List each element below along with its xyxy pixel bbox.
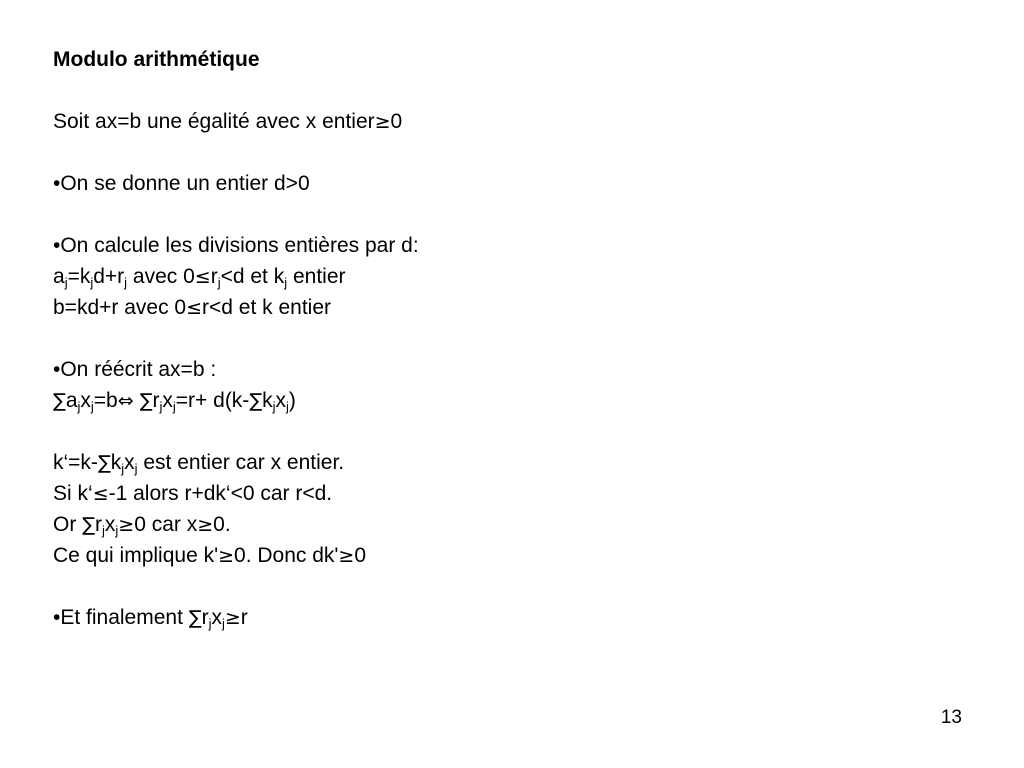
spacer — [53, 137, 953, 168]
line-or: Or $\sum r_jx_j\ge 0$ car x≥0. — [53, 513, 231, 538]
line-conclusion: Ce qui implique k'≥0. Donc dk'≥0 — [53, 544, 367, 567]
spacer — [53, 571, 953, 602]
bullet-rewrite: •On réécrit ax=b : — [53, 358, 217, 381]
bullet-final: •Et finalement $\sum r_jx_j\ge r$ — [53, 606, 248, 631]
spacer — [53, 416, 953, 447]
equation-aj: $a_j=k_jd+r_j$ avec $0\le r_j<d$ et $k_j$ entier — [53, 265, 346, 290]
spacer — [53, 199, 953, 230]
equation-sum: $\sum a_jx_j=b\Leftrightarrow$ $\sum r_jx_j=r+ d(k-\sum k_jx_j)$ — [53, 389, 296, 414]
page-number: 13 — [940, 707, 962, 728]
slide-content — [53, 44, 953, 633]
bullet-divisor: •On se donne un entier d>0 — [53, 172, 310, 195]
ge-symbol: ≥ — [374, 111, 391, 133]
spacer — [53, 75, 953, 106]
bullet-divisions: •On calcule les divisions entières par d: — [53, 234, 419, 257]
intro-line: Soit ax=b une égalité avec x entier≥0 — [53, 110, 403, 133]
line-si: Si k‘≤-1 alors r+dk‘<0 car r<d. — [53, 482, 333, 505]
line-kprime: $k‘=k-\sum k_jx_j$ est entier car x entier. — [53, 451, 345, 476]
slide-title: Modulo arithmétique — [53, 48, 260, 71]
equation-b: b=kd+r avec 0≤r<d et k entier — [53, 296, 331, 319]
spacer — [53, 323, 953, 354]
